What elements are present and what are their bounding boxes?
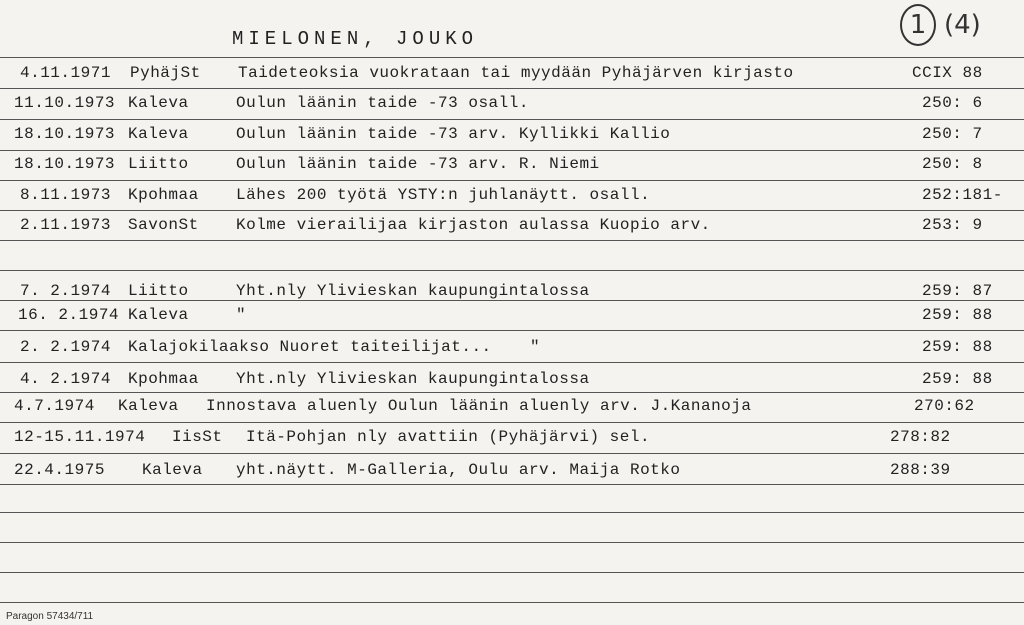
entry-text: Itä-Pohjan nly avattiin (Pyhäjärvi) sel.: [246, 428, 651, 446]
list-item: [0, 155, 1024, 187]
entry-date: 4.11.1971: [20, 64, 111, 82]
rule: [0, 57, 1024, 58]
list-item: [0, 338, 1024, 370]
entry-source: Kaleva: [118, 397, 179, 415]
rule: [0, 542, 1024, 543]
entry-date: 4.7.1974: [14, 397, 95, 415]
entry-date: 7. 2.1974: [20, 282, 111, 300]
entry-text: Taideteoksia vuokrataan tai myydään Pyhäjärven kirjasto: [238, 64, 794, 82]
list-item: [0, 216, 1024, 248]
entry-source: Kaleva: [128, 125, 189, 143]
entry-source: Liitto: [128, 282, 189, 300]
entry-text: ": [236, 306, 247, 324]
entry-ref: 259: 87: [922, 282, 993, 300]
entry-date: 18.10.1973: [14, 155, 116, 173]
entry-source: Kaleva: [128, 94, 189, 112]
entry-date: 11.10.1973: [14, 94, 116, 112]
list-item: [0, 186, 1024, 218]
entry-date: 4. 2.1974: [20, 370, 111, 388]
list-item: [0, 428, 1024, 460]
entry-text: Kolme vierailijaa kirjaston aulassa Kuopio arv.: [236, 216, 711, 234]
rule: [0, 512, 1024, 513]
entry-source: Kaleva: [128, 306, 189, 324]
entry-ref: 259: 88: [922, 370, 993, 388]
entry-source: Liitto: [128, 155, 189, 173]
entry-source: IisSt: [172, 428, 223, 446]
list-item: [0, 461, 1024, 493]
entry-text: Oulun läänin taide -73 osall.: [236, 94, 529, 112]
entry-text: ": [530, 338, 541, 356]
entry-date: 22.4.1975: [14, 461, 105, 479]
list-item: [0, 94, 1024, 126]
entry-text: Yht.nly Ylivieskan kaupungintalossa: [236, 370, 590, 388]
entry-source: Kpohmaa: [128, 186, 199, 204]
entry-date: 8.11.1973: [20, 186, 111, 204]
entry-source: Kpohmaa: [128, 370, 199, 388]
entry-ref: 278:82: [890, 428, 951, 446]
entry-ref: 252:181-: [922, 186, 1003, 204]
entry-ref: 250: 8: [922, 155, 983, 173]
list-item: [0, 397, 1024, 429]
entry-ref: 288:39: [890, 461, 951, 479]
entry-source: SavonSt: [128, 216, 199, 234]
entry-date: 12-15.11.1974: [14, 428, 146, 446]
entry-ref: 270:62: [914, 397, 975, 415]
entry-ref: 250: 7: [922, 125, 983, 143]
entry-ref: 250: 6: [922, 94, 983, 112]
rule: [0, 270, 1024, 271]
list-item: [0, 125, 1024, 157]
entry-source: PyhäjSt: [130, 64, 201, 82]
rule: [0, 602, 1024, 603]
card-footer: Paragon 57434/711: [6, 611, 94, 622]
entry-ref: CCIX 88: [912, 64, 983, 82]
entry-text: Yht.nly Ylivieskan kaupungintalossa: [236, 282, 590, 300]
rule: [0, 572, 1024, 573]
entry-text: Innostava aluenly Oulun läänin aluenly arv. J.Kananoja: [206, 397, 752, 415]
entry-ref: 259: 88: [922, 306, 993, 324]
list-item: [0, 306, 1024, 338]
entry-date: 18.10.1973: [14, 125, 116, 143]
card-title: MIELONEN, JOUKO: [232, 28, 479, 50]
entry-date: 2. 2.1974: [20, 338, 111, 356]
entry-ref: 253: 9: [922, 216, 983, 234]
entry-source: Kalajokilaakso Nuoret taiteilijat...: [128, 338, 492, 356]
entry-source: Kaleva: [142, 461, 203, 479]
card-total: (4): [944, 10, 981, 40]
entry-text: Oulun läänin taide -73 arv. Kyllikki Kallio: [236, 125, 671, 143]
entry-text: yht.näytt. M-Galleria, Oulu arv. Maija Rotko: [236, 461, 681, 479]
card-number: 1: [900, 4, 936, 46]
list-item: [0, 64, 1024, 96]
entry-text: Lähes 200 työtä YSTY:n juhlanäytt. osall.: [236, 186, 651, 204]
entry-date: 16. 2.1974: [18, 306, 120, 324]
entry-date: 2.11.1973: [20, 216, 111, 234]
entry-text: Oulun läänin taide -73 arv. R. Niemi: [236, 155, 600, 173]
entry-ref: 259: 88: [922, 338, 993, 356]
